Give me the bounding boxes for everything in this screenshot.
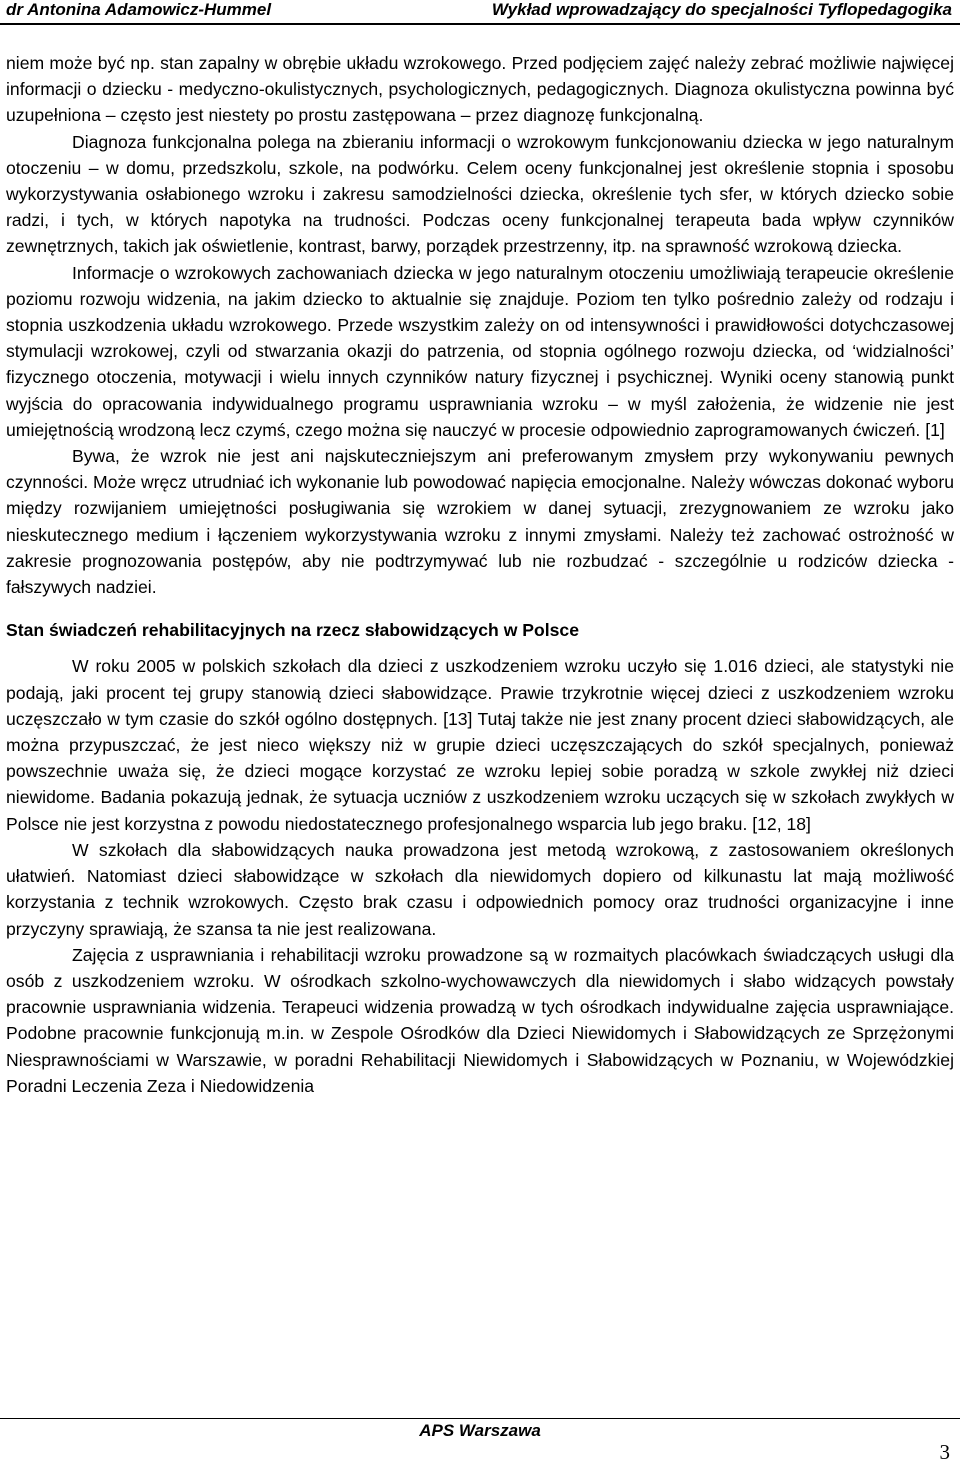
paragraph: W szkołach dla słabowidzących nauka prowadzona jest metodą wzrokową, z zastosowaniem określonych ułatwień. Natomiast dzieci słabowidzące w szkołach dla niewidomych dopiero od kilkunastu lat mają możliwość korzystania z technik wzrokowych. Często brak czasu i odpowiednich pomocy oraz trudności organizacyjne i inne przyczyny sprawiają, że szansa ta nie jest realizowana.: [6, 839, 954, 939]
footer-institution: APS Warszawa: [419, 1421, 541, 1440]
paragraph: W roku 2005 w polskich szkołach dla dzieci z uszkodzeniem wzroku uczyło się 1.016 dzieci, ale statystyki nie podają, jaki procent tej grupy stanowią dzieci słabowidzące. Prawie trzykrotnie więcej dzieci z uszkodzeniem wzroku uczęszczało w tym czasie do szkół ogólno dostępnych. [13] Tutaj także nie jest znany procent dzieci słabowidzących, ale można przypuszczać, że jest nieco większy niż w grupie dzieci uczęszczających do szkół specjalnych, ponieważ powszechnie uważa się, że dzieci mogące korzystać ze wzroku lepiej sobie poradzą w szkole zwykłej niż dzieci niewidome. Badania pokazują jednak, że sytuacja uczniów z uszkodzeniem wzroku uczących się w szkołach zwykłych w Polsce nie jest korzystna z powodu niedostatecznego profesjonalnego wsparcia lub jego braku. [12, 18]: [6, 656, 954, 834]
page-number: 3: [939, 1440, 950, 1464]
paragraph: niem może być np. stan zapalny w obrębie układu wzrokowego. Przed podjęciem zajęć należy zebrać możliwie najwięcej informacji o dziecku - medyczno-okulistycznych, psychologicznych, pedagogicznych. Diagnoza okulistyczna powinna być uzupełniona – często jest niestety po prostu zastępowana – przez diagnozę funkcjonalną.: [6, 53, 954, 126]
header-title: Wykład wprowadzający do specjalności Tyflopedagogika: [491, 0, 952, 19]
page-header: [0, 0, 960, 22]
paragraph: Zajęcia z usprawniania i rehabilitacji wzroku prowadzone są w rozmaitych placówkach świadczących usługi dla osób z uszkodzeniem wzroku. W ośrodkach szkolno-wychowawczych dla niewidomych i słabo widzących powstały pracownie usprawniania widzenia. Terapeuci widzenia prowadzą w tych ośrodkach indywidualne zajęcia usprawniające. Podobne pracownie funkcjonują m.in. w Zespole Ośrodków dla Dzieci Niewidomych i Słabowidzących ze Sprzężonymi Niesprawnościami w Warszawie, w poradni Rehabilitacji Niewidomych i Słabowidzących w Poznaniu, w Wojewódzkiej Poradni Leczenia Zeza i Niedowidzenia: [6, 944, 954, 1096]
header-rule: [0, 23, 960, 25]
paragraph: Diagnoza funkcjonalna polega na zbieraniu informacji o wzrokowym funkcjonowaniu dziecka w jego naturalnym otoczeniu – w domu, przedszkolu, szkole, na podwórku. Celem oceny funkcjonalnej jest określenie stopnia i sposobu wykorzystywania osłabionego wzroku i zakresu samodzielności dziecka, określenie tych sfer, w których dziecko sobie radzi, i tych, w których napotyka na trudności. Podczas oceny funkcjonalnej terapeuta bada wpływ czynników zewnętrznych, takich jak oświetlenie, kontrast, barwy, porządek przestrzenny, itp. na sprawność wzrokową dziecka.: [6, 131, 954, 257]
paragraph: Bywa, że wzrok nie jest ani najskuteczniejszym ani preferowanym zmysłem przy wykonywaniu pewnych czynności. Może wręcz utrudniać ich wykonanie lub powodować napięcia emocjonalne. Należy wówczas dokonać wyboru między rozwijaniem umiejętności posługiwania się wzrokiem w danej sytuacji, zrezygnowaniem ze wzroku jako nieskutecznego medium i łączeniem wykorzystywania wzroku z innymi zmysłami. Należy też zachować ostrożność w zakresie prognozowania postępów, aby nie podtrzymywać lub nie rozbudzać - szczególnie u rodziców dziecka - fałszywych nadziei.: [6, 446, 954, 598]
footer-rule: [0, 1418, 960, 1419]
document-body: [6, 50, 954, 1099]
header-author: dr Antonina Adamowicz-Hummel: [6, 0, 272, 19]
section-heading: Stan świadczeń rehabilitacyjnych na rzecz słabowidzących w Polsce: [6, 620, 579, 641]
paragraph: Informacje o wzrokowych zachowaniach dziecka w jego naturalnym otoczeniu umożliwiają terapeucie określenie poziomu rozwoju widzenia, na jakim dziecko to aktualnie się znajduje. Poziom ten tylko pośrednio zależy od rodzaju i stopnia uszkodzenia układu wzrokowego. Przede wszystkim zależy on od intensywności i prawidłowości dotychczasowej stymulacji wzrokowej, czyli od stwarzania okazji do patrzenia, od stopnia ogólnego rozwoju dziecka, od ‘widzialności’ fizycznego otoczenia, motywacji i wielu innych czynników natury fizycznej i psychicznej. Wyniki oceny stanowią punkt wyjścia do opracowania indywidualnego programu usprawniania wzroku – w myśl założenia, że widzenie nie jest umiejętnością wrodzoną lecz czymś, czego można się nauczyć w procesie odpowiednio zaprogramowanych ćwiczeń. [1]: [6, 262, 954, 440]
